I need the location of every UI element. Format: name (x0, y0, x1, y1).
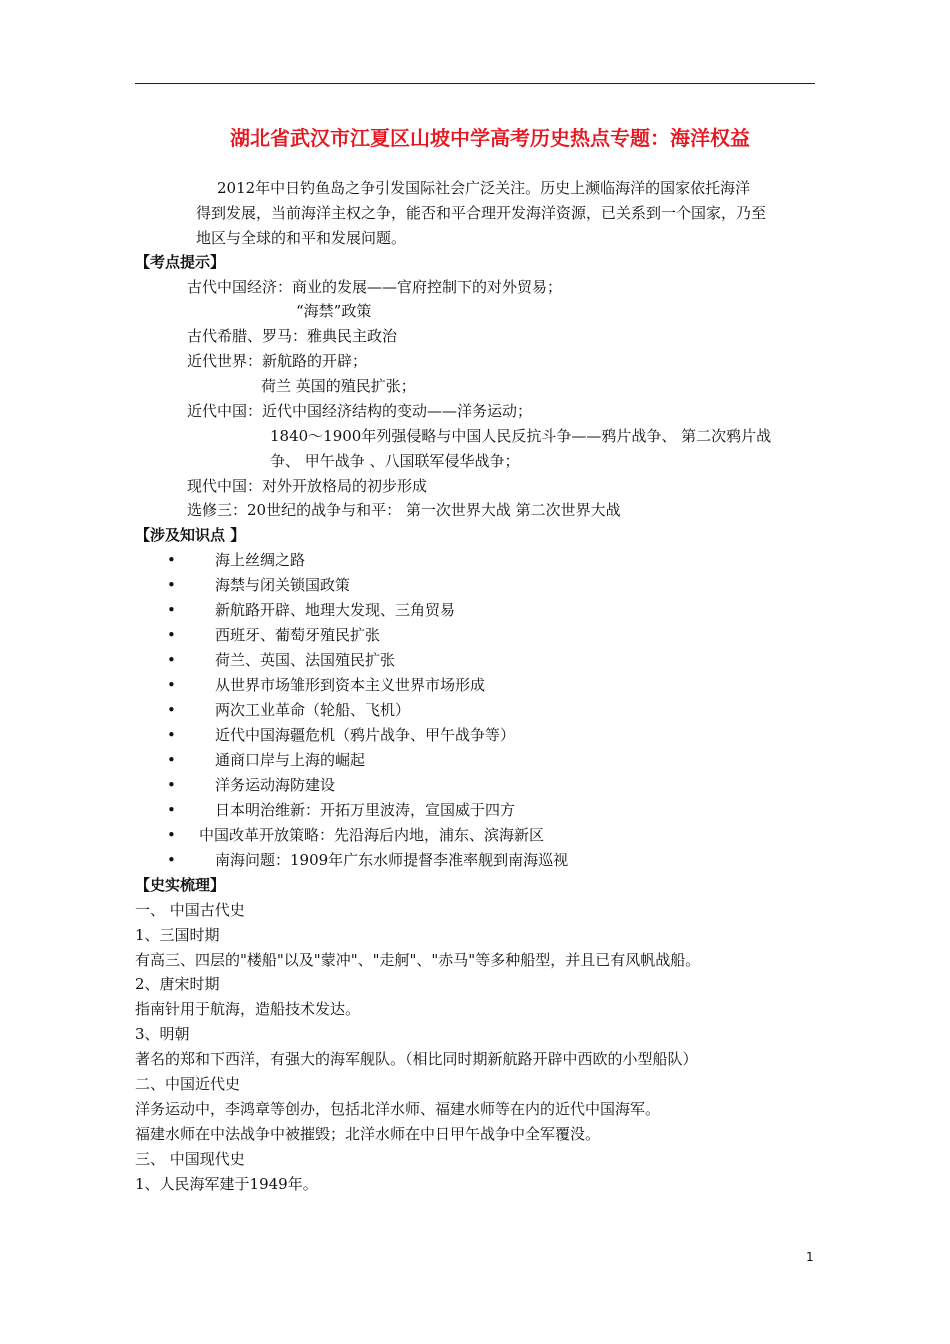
list-item: 洋务运动海防建设 (215, 776, 336, 794)
intro-line: 得到发展，当前海洋主权之争，能否和平合理开发海洋资源，已关系到一个国家，乃至 (196, 204, 767, 222)
intro-line: 2012年中日钓鱼岛之争引发国际社会广泛关注。历史上濒临海洋的国家依托海洋 (217, 179, 751, 197)
section-heading-shishi: 【史实梳理】 (135, 876, 226, 894)
section-heading-kaodian: 【考点提示】 (135, 253, 226, 271)
bullet-marker: • (167, 726, 176, 744)
shishi-line: 3、明朝 (135, 1025, 190, 1043)
bullet-marker: • (167, 851, 176, 869)
bullet-marker: • (167, 676, 176, 694)
document-title: 湖北省武汉市江夏区山坡中学高考历史热点专题：海洋权益 (230, 126, 750, 150)
bullet-marker: • (167, 576, 176, 594)
shishi-line: 2、唐宋时期 (135, 975, 220, 993)
shishi-line: 指南针用于航海，造船技术发达。 (135, 1000, 361, 1018)
shishi-line: 二、中国近代史 (135, 1075, 241, 1093)
shishi-line: 福建水师在中法战争中被摧毁；北洋水师在中日甲午战争中全军覆没。 (135, 1125, 601, 1143)
shishi-line: 一、 中国古代史 (135, 901, 245, 919)
bullet-marker: • (167, 626, 176, 644)
list-item: 两次工业革命（轮船、飞机） (215, 701, 411, 719)
list-item: 海上丝绸之路 (215, 551, 306, 569)
page-number: 1 (806, 1250, 814, 1264)
list-item: 近代中国海疆危机（鸦片战争、甲午战争等） (215, 726, 516, 744)
shishi-line: 三、 中国现代史 (135, 1150, 245, 1168)
shishi-line: 洋务运动中，李鸿章等创办，包括北洋水师、福建水师等在内的近代中国海军。 (135, 1100, 661, 1118)
kaodian-line: 古代希腊、罗马：雅典民主政治 (187, 327, 398, 345)
bullet-marker: • (167, 651, 176, 669)
bullet-marker: • (167, 701, 176, 719)
list-item: 从世界市场雏形到资本主义世界市场形成 (215, 676, 486, 694)
list-item: 中国改革开放策略：先沿海后内地，浦东、滨海新区 (199, 826, 545, 844)
intro-line: 地区与全球的和平和发展问题。 (196, 229, 407, 247)
list-item: 荷兰、英国、法国殖民扩张 (215, 651, 396, 669)
kaodian-line: 近代中国：近代中国经济结构的变动——洋务运动； (187, 402, 533, 420)
list-item: 西班牙、葡萄牙殖民扩张 (215, 626, 381, 644)
list-item: 南海问题：1909年广东水师提督李准率舰到南海巡视 (215, 851, 569, 869)
bullet-marker: • (167, 826, 176, 844)
shishi-line: 有高三、四层的"楼船"以及"蒙冲"、"走舸"、"赤马"等多种船型，并且已有风帆战船。 (135, 951, 701, 969)
list-item: 海禁与闭关锁国政策 (215, 576, 351, 594)
kaodian-line: 1840～1900年列强侵略与中国人民反抗斗争——鸦片战争、 第二次鸦片战 (270, 427, 772, 445)
kaodian-line: 现代中国：对外开放格局的初步形成 (187, 477, 428, 495)
bullet-marker: • (167, 751, 176, 769)
shishi-line: 1、人民海军建于1949年。 (135, 1175, 318, 1193)
bullet-marker: • (167, 601, 176, 619)
kaodian-line: 古代中国经济：商业的发展——官府控制下的对外贸易； (187, 278, 563, 296)
shishi-line: 1、三国时期 (135, 926, 220, 944)
list-item: 日本明治维新：开拓万里波涛，宣国威于四方 (215, 801, 516, 819)
header-rule (135, 83, 815, 84)
list-item: 通商口岸与上海的崛起 (215, 751, 366, 769)
kaodian-line: “海禁”政策 (296, 302, 372, 320)
kaodian-line: 荷兰 英国的殖民扩张； (261, 377, 416, 395)
kaodian-line: 选修三：20世纪的战争与和平： 第一次世界大战 第二次世界大战 (187, 501, 621, 519)
section-heading-zhishidian: 【涉及知识点 】 (135, 526, 246, 544)
bullet-marker: • (167, 776, 176, 794)
kaodian-line: 近代世界：新航路的开辟； (187, 352, 368, 370)
list-item: 新航路开辟、地理大发现、三角贸易 (215, 601, 456, 619)
bullet-marker: • (167, 551, 176, 569)
shishi-line: 著名的郑和下西洋，有强大的海军舰队。（相比同时期新航路开辟中西欧的小型船队） (135, 1050, 698, 1068)
bullet-marker: • (167, 801, 176, 819)
kaodian-line: 争、 甲午战争 、八国联军侵华战争； (270, 452, 520, 470)
